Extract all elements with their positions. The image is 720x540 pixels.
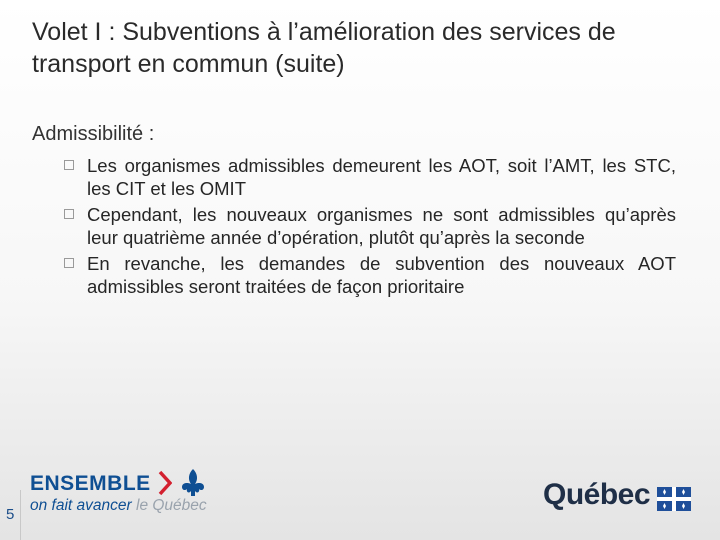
quebec-flag-icon	[657, 487, 691, 511]
section-heading: Admissibilité :	[32, 123, 155, 145]
bullet-text: En revanche, les demandes de subvention des nouveaux AOT admissibles seront traitées de façon prioritaire	[87, 253, 676, 297]
bullet-list	[62, 154, 676, 301]
ensemble-tagline	[30, 497, 207, 515]
ensemble-wordmark: ENSEMBLE	[30, 472, 151, 495]
divider	[20, 490, 21, 540]
checkbox-bullet-icon	[64, 258, 74, 268]
checkbox-bullet-icon	[64, 160, 74, 170]
ensemble-logo	[30, 468, 230, 518]
bullet-item	[62, 252, 676, 298]
bullet-item	[62, 154, 676, 200]
slide-title: Volet I : Subventions à l’amélioration des services de transport en commun (suite)	[32, 18, 616, 78]
quebec-wordmark: Québec	[543, 478, 651, 511]
fleur-de-lys-icon	[178, 468, 208, 500]
quebec-logo	[543, 478, 693, 518]
bullet-text: Les organismes admissibles demeurent les AOT, soit l’AMT, les STC, les CIT et les OMIT	[87, 155, 676, 199]
checkbox-bullet-icon	[64, 209, 74, 219]
tagline-part1: on fait avancer	[30, 497, 132, 514]
chevron-right-icon	[158, 470, 172, 496]
bullet-text: Cependant, les nouveaux organismes ne sont admissibles qu’après leur quatrième année d’opération, plutôt qu’après la seconde	[87, 204, 676, 248]
bullet-item	[62, 203, 676, 249]
page-number: 5	[6, 506, 15, 523]
tagline-part2: le Québec	[131, 497, 207, 514]
